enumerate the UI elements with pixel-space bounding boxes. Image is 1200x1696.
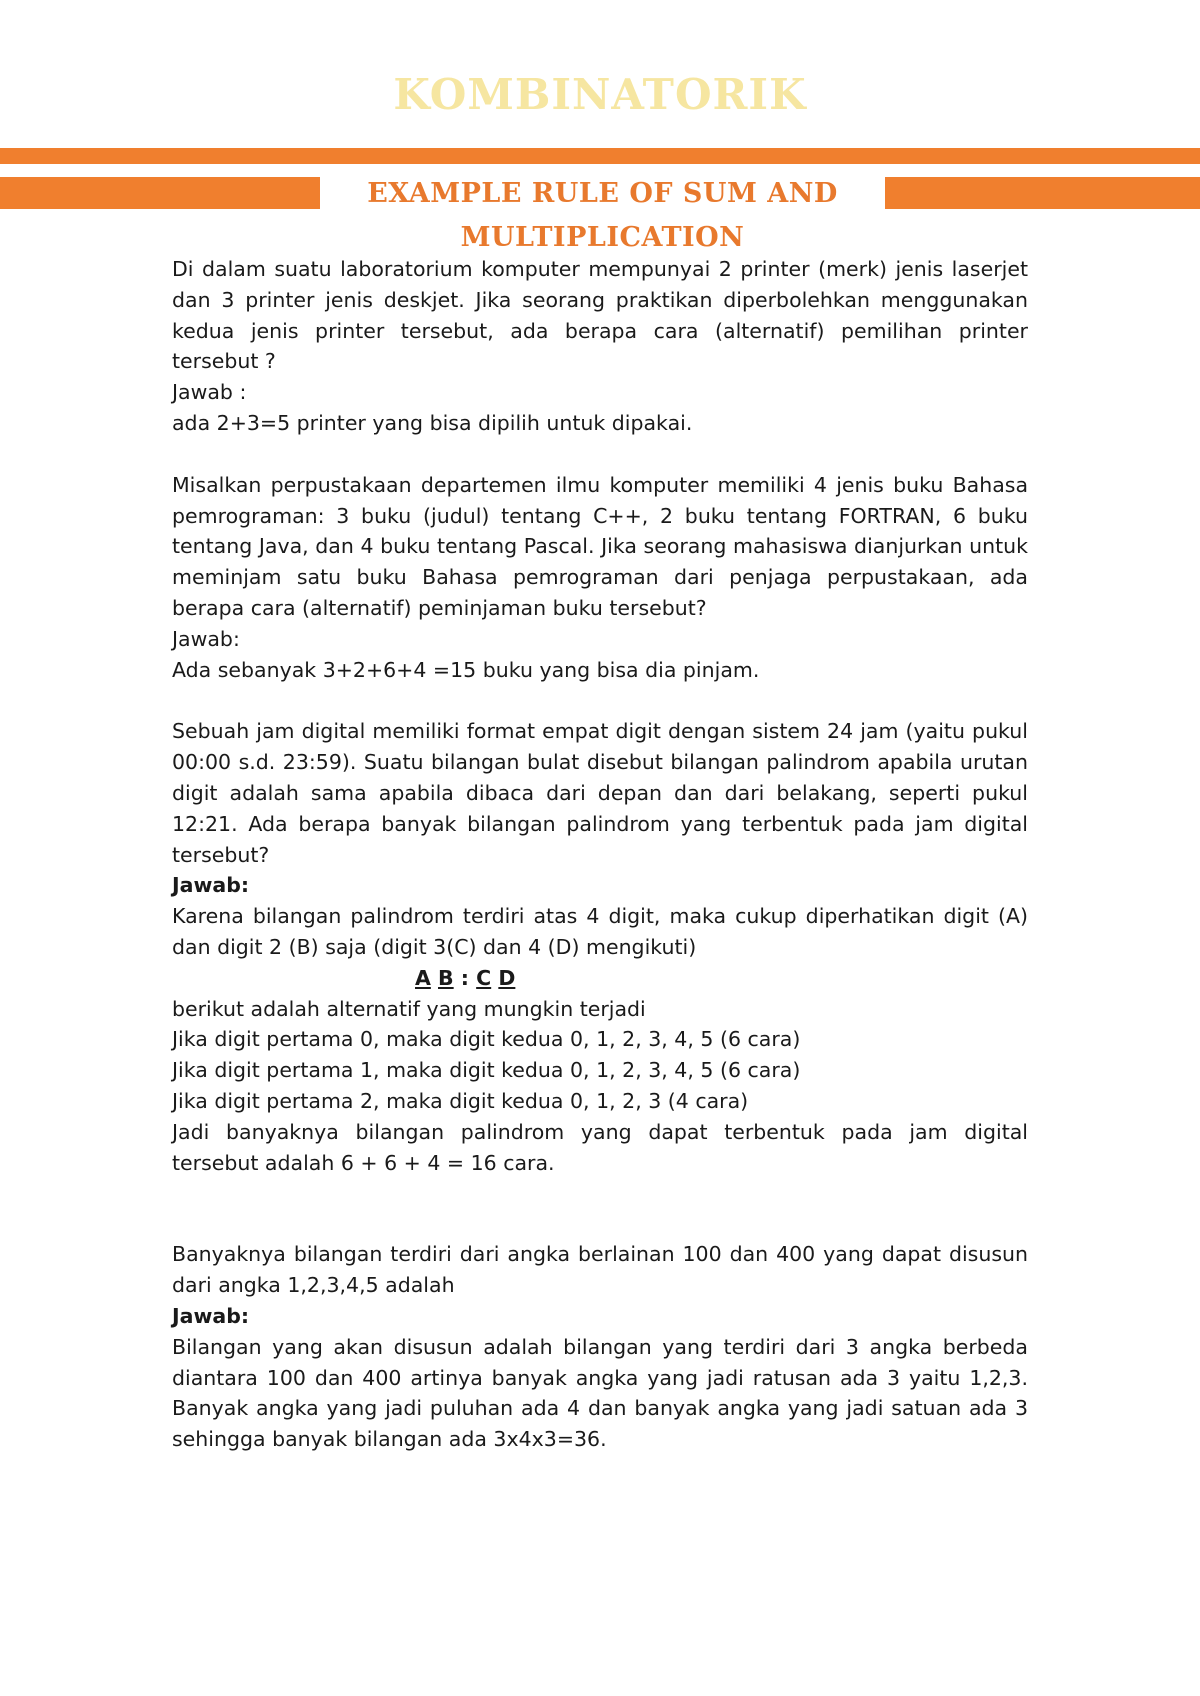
- spacer: [172, 439, 1028, 470]
- digit-diagram: [172, 963, 1028, 994]
- digit-b: B: [438, 965, 454, 990]
- left-accent-bar: [0, 177, 320, 209]
- example3-conclusion: Jadi banyaknya bilangan palindrom yang dapat terbentuk pada jam digital tersebut adalah 6 + 6 + 4 = 16 cara.: [172, 1119, 1028, 1175]
- example3-answer-intro: Karena bilangan palindrom terdiri atas 4 digit, maka cukup diperhatikan digit (A) dan digit 2 (B) saja (digit 3(C) dan 4 (D) mengikuti): [172, 904, 1028, 959]
- example3-case-1: Jika digit pertama 0, maka digit kedua 0, 1, 2, 3, 4, 5 (6 cara): [172, 1027, 801, 1052]
- example3-question: Sebuah jam digital memiliki format empat digit dengan sistem 24 jam (yaitu pukul 00:00 s.d. 23:59). Suatu bilangan bulat disebut bilangan palindrom apabila urutan digit adalah sama apabila dibaca dari depan dan dari belakang, seperti pukul 12:21. Ada berapa banyak bilangan palindrom yang terbentuk pada jam digital tersebut?: [172, 719, 1028, 867]
- example4-question: Banyaknya bilangan terdiri dari angka berlainan 100 dan 400 yang dapat disusun dari angka 1,2,3,4,5 adalah: [172, 1242, 1028, 1298]
- example3-answer-label: Jawab:: [172, 873, 250, 898]
- example3-case-3: Jika digit pertama 2, maka digit kedua 0, 1, 2, 3 (4 cara): [172, 1088, 749, 1113]
- example4-answer: Bilangan yang akan disusun adalah bilangan yang terdiri dari 3 angka berbeda diantara 100 dan 400 artinya banyak angka yang jadi ratusan ada 3 yaitu 1,2,3. Banyak angka yang jadi puluhan ada 4 dan banyak angka yang jadi satuan ada 3 sehingga banyak bilangan ada 3x4x3=36.: [172, 1334, 1028, 1452]
- example3-case-2: Jika digit pertama 1, maka digit kedua 0, 1, 2, 3, 4, 5 (6 cara): [172, 1058, 801, 1083]
- example2-answer: Ada sebanyak 3+2+6+4 =15 buku yang bisa dia pinjam.: [172, 657, 760, 682]
- digit-separator: :: [453, 965, 477, 990]
- example1-question: Di dalam suatu laboratorium komputer mempunyai 2 printer (merk) jenis laserjet dan 3 printer jenis deskjet. Jika seorang praktikan diperbolehkan menggunakan kedua jenis printer tersebut, ada berapa cara (alternatif) pemilihan printer tersebut ?: [172, 257, 1028, 374]
- digit-a: A: [415, 965, 431, 990]
- spacer: [172, 1178, 1028, 1239]
- example3-alt-intro: berikut adalah alternatif yang mungkin terjadi: [172, 996, 646, 1021]
- spacer: [172, 685, 1028, 716]
- example1-answer: ada 2+3=5 printer yang bisa dipilih untuk dipakai.: [172, 410, 693, 435]
- example1-answer-label: Jawab :: [172, 380, 247, 405]
- section-heading: EXAMPLE RULE OF SUM AND MULTIPLICATION: [367, 178, 838, 253]
- right-accent-bar: [885, 177, 1200, 209]
- digit-d: D: [498, 965, 516, 990]
- document-body: [172, 254, 1028, 1455]
- example4-answer-label: Jawab:: [172, 1303, 250, 1328]
- document-title: KOMBINATORIK: [393, 70, 807, 119]
- top-accent-bar: [0, 148, 1200, 164]
- example2-answer-label: Jawab:: [172, 626, 240, 651]
- digit-c: C: [476, 965, 492, 990]
- example2-question: Misalkan perpustakaan departemen ilmu komputer memiliki 4 jenis buku Bahasa pemrograman: 3 buku (judul) tentang C++, 2 buku tentang FORTRAN, 6 buku tentang Java, dan 4 buku tentang Pascal. Jika seorang mahasiswa dianjurkan untuk meminjam satu buku Bahasa pemrograman dari penjaga perpustakaan, ada berapa cara (alternatif) peminjaman buku tersebut?: [172, 472, 1028, 620]
